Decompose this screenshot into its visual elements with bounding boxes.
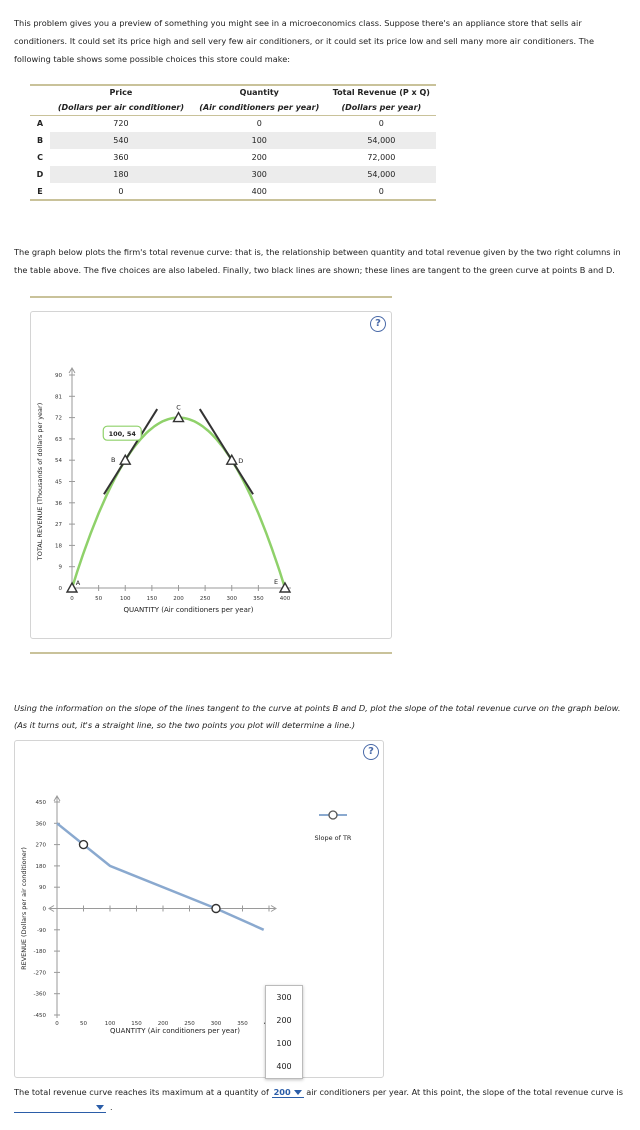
slope-of-tr-line [57,823,264,930]
instructions-text: Using the information on the slope of the lines tangent to the curve at points B and D, plot the slope of the total revenue curve on the graph below. (As it turns out, it's a straight line, so the two points you plot will determine a line.) [14,703,621,730]
row-label: A [36,119,44,129]
point-label: C [176,403,181,412]
revenue-cell: 54,000 [327,132,436,149]
x-axis-label: QUANTITY (Air conditioners per year) [110,1027,240,1035]
point-label: B [111,456,116,465]
x-tick-label: 300 [210,1021,222,1027]
revenue-cell: 54,000 [327,166,436,183]
x-tick-label: 200 [173,596,184,602]
x-tick-label: 200 [157,1021,169,1027]
dropdown-option[interactable]: 400 [276,1062,292,1071]
price-cell: 720 [113,119,129,129]
x-tick-label: 0 [70,596,74,602]
point-label: E [273,578,279,586]
y-tick-label: -450 [33,1013,46,1019]
quantity-cell: 0 [256,119,262,129]
tangent-line-b [104,409,157,494]
annotation-text: 100, 54 [108,430,136,439]
chevron-down-icon [294,1090,302,1095]
help-icon[interactable]: ? [370,316,386,332]
row-label: B [30,132,50,149]
y-axis-label: TOTAL REVENUE (Thousands of dollars per year) [36,402,44,561]
x-tick-label: 100 [120,596,131,602]
y-tick-label: 54 [55,458,62,465]
total-revenue-curve [72,418,285,588]
table-row [30,115,436,132]
y-tick-label: 27 [55,522,62,529]
tangent-line-d [200,409,253,494]
y-tick-label: 0 [58,586,62,592]
y-tick-label: 180 [35,863,46,870]
sentence-part: air conditioners per year. At this point, the slope of the total revenue curve is [306,1087,623,1097]
y-tick-label: 0 [42,906,46,913]
plotted-point [212,905,220,913]
sentence-part: The total revenue curve reaches its maximum at a quantity of [14,1087,269,1097]
y-tick-label: 63 [55,436,62,443]
legend-label: Slope of TR [314,834,352,842]
legend-marker [329,811,337,819]
y-tick-label: 90 [39,885,46,892]
y-tick-label: -360 [33,991,46,998]
x-tick-label: 350 [237,1021,248,1027]
col-subheader-price: (Dollars per air conditioner) [50,100,192,115]
x-tick-label: 300 [226,596,237,602]
y-axis-label: REVENUE (Dollars per air conditioner) [20,847,28,970]
y-tick-label: -270 [33,970,46,977]
help-icon[interactable]: ? [363,744,379,760]
quantity-cell: 300 [192,166,327,183]
dropdown-option[interactable]: 200 [266,1009,302,1032]
y-tick-label: 36 [55,500,62,507]
slope-graph-panel [14,740,384,1078]
dropdown-option[interactable]: 300 [276,993,292,1002]
col-header-revenue: Total Revenue (P x Q) [332,88,430,97]
x-tick-label: 50 [80,1021,87,1027]
y-tick-label: 270 [35,842,46,849]
y-tick-label: 9 [58,564,62,571]
quantity-dropdown-menu[interactable] [265,985,303,1079]
table-row [30,149,436,166]
x-tick-label: 100 [104,1021,116,1027]
y-tick-label: 450 [35,800,46,806]
intro-text: This problem gives you a preview of something you might see in a microeconomics class. Suppose there's an appliance store that sells air conditioners. It could set its price high and sell very few air conditioners, or it could set its price low and sell many more air conditioners. The following table shows some possible choices this store could make: [14,18,594,64]
quantity-select[interactable] [272,1087,304,1098]
slope-select[interactable] [14,1101,106,1113]
price-cell: 0 [50,183,192,200]
price-cell: 360 [113,153,129,162]
row-label: D [30,166,50,183]
x-tick-label: 50 [95,596,103,602]
table-row [30,132,436,149]
y-tick-label: -90 [37,927,46,934]
y-tick-label: 18 [55,543,62,550]
revenue-cell: 0 [327,183,436,200]
tr-graph-panel [30,311,392,639]
revenue-cell: 72,000 [367,153,396,162]
chevron-down-icon [96,1105,104,1110]
row-label: E [30,183,50,200]
y-tick-label: 45 [55,479,62,486]
x-axis-label: QUANTITY (Air conditioners per year) [123,606,254,614]
quantity-cell: 400 [192,183,327,200]
slope-chart [15,741,385,1079]
col-header-quantity: Quantity [239,88,279,97]
choices-table [30,85,436,201]
col-subheader-quantity: (Air conditioners per year) [192,100,327,115]
point-label: D [238,457,244,466]
table-row [30,183,436,200]
x-tick-label: 150 [146,596,158,602]
x-tick-label: 250 [184,1021,195,1027]
y-tick-label: 90 [55,373,62,379]
y-tick-label: 360 [35,821,46,828]
sentence-end: . [110,1103,113,1112]
price-cell: 180 [50,166,192,183]
revenue-cell: 0 [378,119,384,129]
dropdown-option[interactable]: 100 [276,1039,292,1048]
x-tick-label: 150 [131,1021,142,1027]
y-tick-label: -180 [33,949,46,956]
graph-description: The graph below plots the firm's total revenue curve: that is, the relationship between quantity and total revenue given by the two right columns in the table above. The five choices are also labeled. Finally, two black lines are shown; these lines are tangent to the green curve at points B and D. [14,247,621,275]
question-sentence [14,1085,623,1099]
divider [30,652,392,654]
table-row [30,166,436,183]
quantity-cell: 200 [251,153,267,162]
x-tick-label: 0 [55,1021,59,1027]
total-revenue-chart [31,312,393,640]
plotted-point [80,841,88,849]
price-cell: 540 [50,132,192,149]
point-label: A [75,579,81,587]
row-label: C [37,153,43,162]
x-tick-label: 350 [253,596,264,602]
col-header-price: Price [109,88,133,97]
col-subheader-revenue: (Dollars per year) [327,100,436,115]
x-tick-label: 250 [199,596,211,602]
y-tick-label: 81 [55,394,62,401]
x-tick-label: 400 [279,596,291,602]
quantity-select-value: 200 [273,1087,291,1097]
divider [30,296,392,298]
y-tick-label: 72 [55,415,62,422]
quantity-cell: 100 [192,132,327,149]
